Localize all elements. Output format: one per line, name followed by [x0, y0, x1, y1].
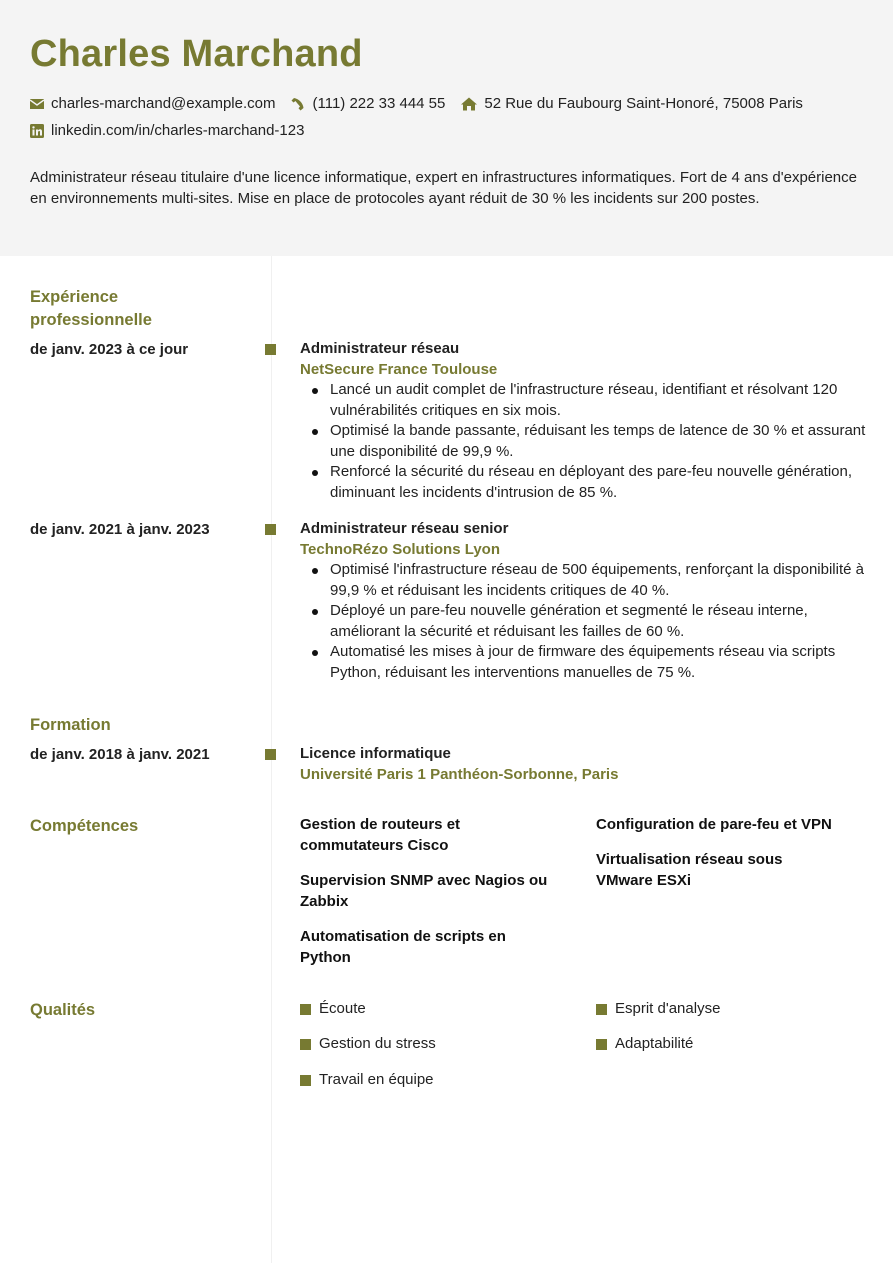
- profile-summary: Administrateur réseau titulaire d'une licence informatique, expert en infrastructures informatiques. Fort de 4 ans d'expérience en environnements multi-sites. Mise en place de protocoles ayant réduit de 30 % les incidents sur 200 postes.: [30, 169, 857, 207]
- linkedin-text: linkedin.com/in/charles-marchand-123: [51, 122, 305, 139]
- email-text: charles-marchand@example.com: [51, 95, 276, 112]
- experience-date: de janv. 2021 à janv. 2023: [30, 521, 210, 538]
- job-title: Administrateur réseau: [300, 340, 460, 357]
- skill-item: Automatisation de scripts en Python: [300, 928, 506, 966]
- square-bullet-icon: [596, 1004, 607, 1015]
- education-date: de janv. 2018 à janv. 2021: [30, 746, 210, 763]
- contact-info: [30, 90, 863, 144]
- contact-email[interactable]: [30, 90, 275, 117]
- square-bullet-icon: [300, 1075, 311, 1086]
- experience-entry: [300, 519, 870, 683]
- linkedin-icon: [30, 124, 44, 138]
- job-title: Administrateur réseau senior: [300, 520, 509, 537]
- timeline-marker: [265, 524, 276, 535]
- section-title-qualities: Qualités: [30, 1001, 96, 1019]
- timeline-marker: [265, 344, 276, 355]
- section-title-skills: Compétences: [30, 817, 139, 835]
- school-name: Université Paris 1 Panthéon-Sorbonne, Paris: [300, 765, 619, 783]
- achievement-list: [300, 560, 870, 683]
- achievement-item: Déployé un pare-feu nouvelle génération et segmenté le réseau interne, améliorant la sécurité et réduisant les failles de 60 %.: [300, 601, 870, 642]
- education-entry: [300, 744, 870, 785]
- phone-icon: [291, 97, 305, 111]
- contact-address: [461, 90, 803, 117]
- quality-item: [300, 999, 366, 1019]
- quality-label: Gestion du stress: [319, 1035, 436, 1052]
- address-text: 52 Rue du Faubourg Saint-Honoré, 75008 Paris: [484, 95, 803, 112]
- section-title-experience: Expérience professionnelle: [30, 288, 152, 329]
- achievement-item: Automatisé les mises à jour de firmware des équipements réseau via scripts Python, réduisant les interventions manuelles de 75 %.: [300, 642, 870, 683]
- experience-entry: [300, 339, 870, 503]
- square-bullet-icon: [300, 1039, 311, 1050]
- achievement-item: Optimisé l'infrastructure réseau de 500 équipements, renforçant la disponibilité à 99,9 % et réduisant les incidents critiques de 40 %.: [300, 560, 870, 601]
- quality-item: [300, 1070, 434, 1090]
- achievement-item: Optimisé la bande passante, réduisant les temps de latence de 30 % et assurant une disponibilité de 99,9 %.: [300, 421, 870, 462]
- quality-item: [596, 999, 720, 1019]
- skill-item: Virtualisation réseau sous VMware ESXi: [596, 851, 783, 889]
- square-bullet-icon: [300, 1004, 311, 1015]
- quality-label: Écoute: [319, 1000, 366, 1017]
- company-name: NetSecure France Toulouse: [300, 360, 498, 378]
- contact-phone[interactable]: [291, 90, 445, 117]
- company-name: TechnoRézo Solutions Lyon: [300, 540, 500, 558]
- achievement-item: Lancé un audit complet de l'infrastructure réseau, identifiant et résolvant 120 vulnérabilités critiques en six mois.: [300, 380, 870, 421]
- resume-header: [0, 0, 893, 256]
- experience-date: de janv. 2023 à ce jour: [30, 341, 189, 358]
- degree-title: Licence informatique: [300, 745, 451, 762]
- quality-item: [596, 1034, 693, 1054]
- square-bullet-icon: [596, 1039, 607, 1050]
- phone-text: (111) 222 33 444 55: [312, 95, 446, 112]
- achievement-list: [300, 380, 870, 503]
- quality-label: Adaptabilité: [615, 1035, 694, 1052]
- quality-label: Travail en équipe: [319, 1071, 434, 1088]
- candidate-name: Charles Marchand: [30, 33, 363, 75]
- home-icon: [461, 97, 477, 111]
- skill-item: Gestion de routeurs et commutateurs Cisco: [300, 816, 461, 854]
- section-title-education: Formation: [30, 716, 111, 734]
- quality-item: [300, 1034, 436, 1054]
- envelope-icon: [30, 97, 44, 111]
- contact-linkedin[interactable]: [30, 117, 304, 144]
- achievement-item: Renforcé la sécurité du réseau en déployant des pare-feu nouvelle génération, diminuant les incidents d'intrusion de 85 %.: [300, 462, 870, 503]
- quality-label: Esprit d'analyse: [615, 1000, 721, 1017]
- skill-item: Supervision SNMP avec Nagios ou Zabbix: [300, 872, 548, 910]
- timeline-marker: [265, 749, 276, 760]
- skill-item: Configuration de pare-feu et VPN: [596, 816, 832, 833]
